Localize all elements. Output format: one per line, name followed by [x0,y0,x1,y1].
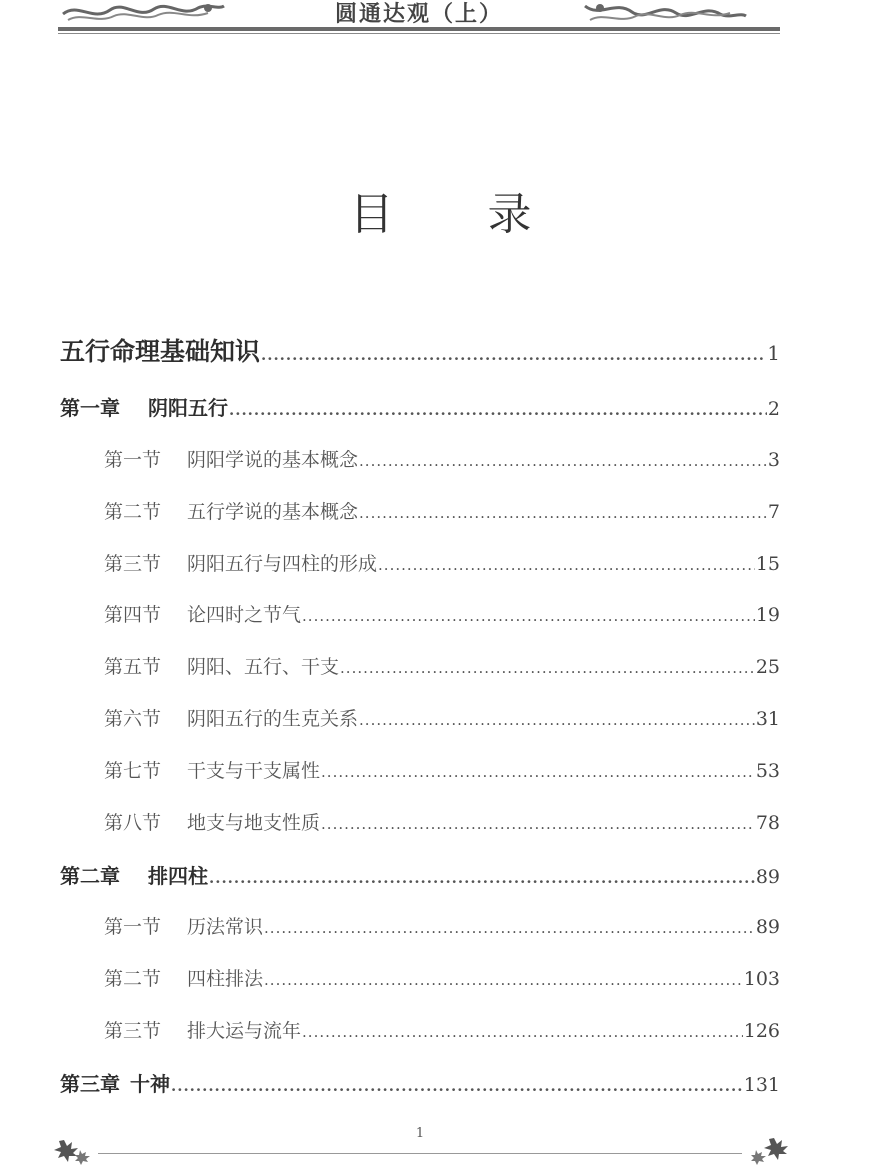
dot-leader [302,607,755,625]
toc-page-number: 1 [767,341,780,365]
page-title: 目 录 [349,189,572,240]
running-header [58,0,780,36]
toc-entry-part[interactable] [60,332,780,368]
toc-section-number: 第二节 [104,968,162,990]
toc-section-number: 第四节 [104,604,162,626]
toc-entry-section[interactable] [60,549,780,576]
dot-leader [378,556,755,574]
maple-leaf-icon [50,1134,96,1168]
page-number: 1 [415,1126,425,1141]
dot-leader [209,869,755,887]
dot-leader [321,815,755,833]
toc-entry-title: 五行学说的基本概念 [187,501,359,523]
toc-entry-section[interactable] [60,704,780,731]
toc-entry-chapter[interactable] [60,860,780,889]
dot-leader [321,763,755,781]
toc-entry-title: 干支与干支属性 [187,760,321,782]
toc-section-number: 第五节 [104,656,162,678]
toc-entry-title: 阴阳五行与四柱的形成 [187,553,378,575]
toc-section-number: 第六节 [104,708,162,730]
toc-entry-title: 排大运与流年 [187,1020,302,1042]
toc-entry-section[interactable] [60,497,780,524]
toc-section-number: 第七节 [104,760,162,782]
toc-entry-section[interactable] [60,652,780,679]
toc-chapter-number: 第二章 [60,864,120,888]
toc-entry-title: 阴阳五行的生克关系 [187,708,359,730]
toc-entry-title: 地支与地支性质 [187,812,321,834]
toc-entry-title: 阴阳、五行、干支 [187,656,340,678]
toc-page-number: 19 [755,604,780,626]
dot-leader [359,504,767,522]
dot-leader [340,659,755,677]
toc-section-number: 第一节 [104,916,162,938]
toc-page-number: 7 [767,501,780,523]
toc-page-number: 131 [743,1074,780,1096]
toc-section-number: 第三节 [104,1020,162,1042]
header-rule-thick [58,27,780,31]
toc-chapter-number: 第一章 [60,396,120,420]
toc-page-number: 89 [755,916,780,938]
dot-leader [171,1077,743,1095]
toc-entry-title: 十神 [130,1072,170,1096]
toc-page-number: 3 [767,449,780,471]
toc-entry-chapter[interactable] [60,1068,780,1097]
page-footer [50,1120,790,1172]
toc-entry-chapter[interactable] [60,392,780,421]
toc-entry-title: 历法常识 [187,916,264,938]
toc-entry-section[interactable] [60,600,780,627]
toc-page-number: 78 [755,812,780,834]
toc-page-number: 2 [767,398,780,420]
toc-entry-title: 阴阳五行 [148,396,228,420]
dot-leader [264,971,743,989]
toc-entry-title: 五行命理基础知识 [60,337,261,366]
dot-leader [261,346,766,364]
toc-entry-section[interactable] [60,1016,780,1043]
toc-section-number: 第二节 [104,501,162,523]
toc-section-number: 第八节 [104,812,162,834]
running-title: 圆通达观（上） [334,2,503,27]
toc-entry-title: 排四柱 [148,864,208,888]
dot-leader [359,452,767,470]
toc-page-number: 89 [755,866,780,888]
header-rule-thin [58,33,780,34]
toc-chapter-number: 第三章 [60,1072,120,1096]
maple-leaf-icon [744,1134,790,1168]
dot-leader [264,919,755,937]
dragon-ornament-right [580,0,750,24]
toc-entry-title: 阴阳学说的基本概念 [187,449,359,471]
toc-page-number: 31 [755,708,780,730]
toc-page-number: 103 [743,968,780,990]
toc-entry-section[interactable] [60,912,780,939]
dot-leader [359,711,755,729]
toc-page-number: 126 [743,1020,780,1042]
toc-section-number: 第一节 [104,449,162,471]
toc-entry-section[interactable] [60,756,780,783]
toc-entry-section[interactable] [60,445,780,472]
toc-entry-section[interactable] [60,808,780,835]
toc-page-number: 15 [755,553,780,575]
toc-page-number: 25 [755,656,780,678]
toc-entry-section[interactable] [60,964,780,991]
toc-entry-title: 论四时之节气 [187,604,302,626]
dot-leader [229,401,767,419]
toc-page-number: 53 [755,760,780,782]
toc-entry-title: 四柱排法 [187,968,264,990]
dot-leader [302,1023,743,1041]
footer-rule [98,1153,742,1154]
toc-section-number: 第三节 [104,553,162,575]
